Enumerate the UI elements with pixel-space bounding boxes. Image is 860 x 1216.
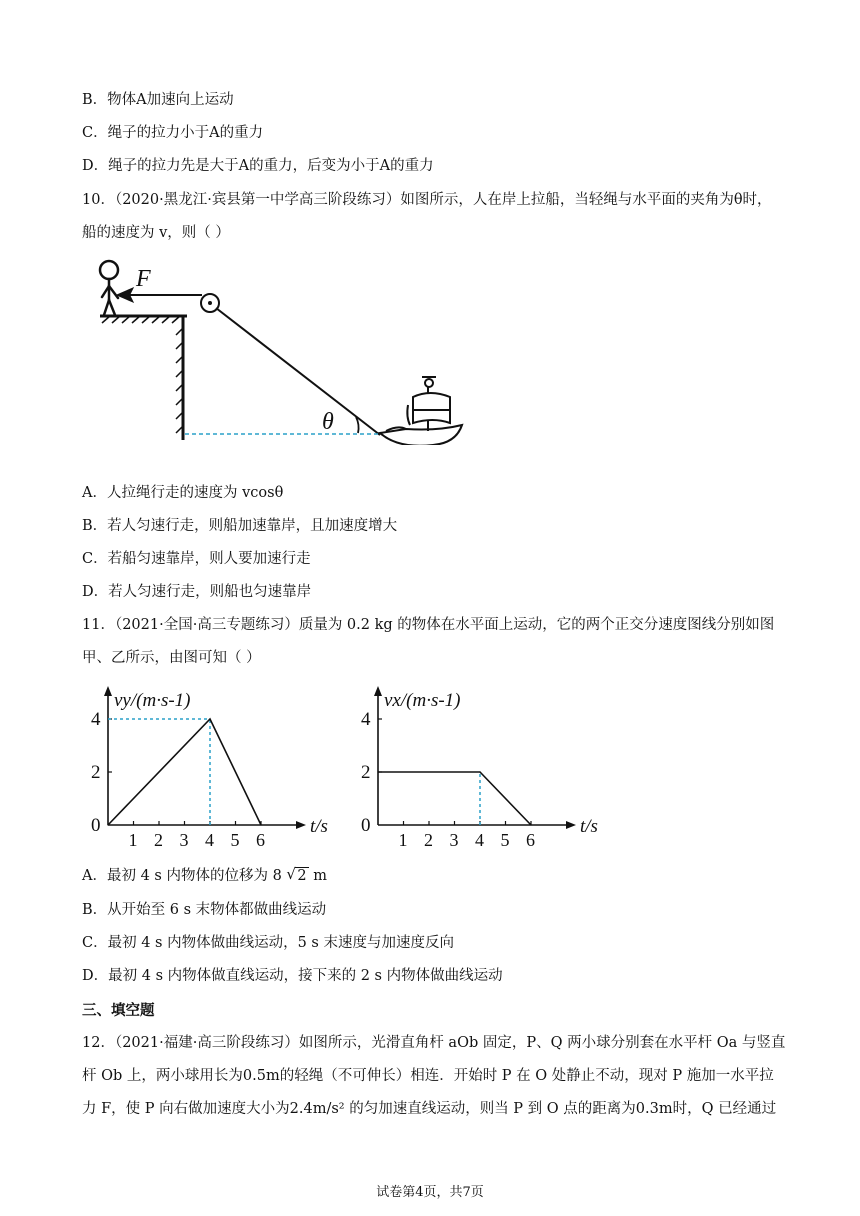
angle-arc	[356, 417, 359, 433]
q10-option-b: B．若人匀速行走，则船加速靠岸，且加速度增大	[82, 518, 398, 534]
q10-stem-line1: 10．（2020·黑龙江·宾县第一中学高三阶段练习）如图所示，人在岸上拉船，当轻绳与水平面的夹角为θ时，	[82, 192, 772, 208]
origin-label: 0	[91, 815, 101, 836]
series-line	[378, 772, 531, 825]
q9-option-b: B．物体A加速向上运动	[82, 92, 234, 108]
series-line	[108, 719, 261, 825]
vx-time-chart	[356, 680, 626, 850]
data-point	[209, 718, 210, 719]
x-axis-arrow	[296, 821, 306, 829]
y-axis-arrow	[104, 686, 112, 696]
q12-line1: 12．（2021·福建·高三阶段练习）如图所示，光滑直角杆 aOb 固定，P、Q 两小球分别套在水平杆 Oa 与竖直	[82, 1035, 786, 1051]
cliff-ground	[100, 316, 187, 440]
q11-option-d: D．最初 4 s 内物体做直线运动，接下来的 2 s 内物体做曲线运动	[82, 968, 503, 984]
q11-option-b: B．从开始至 6 s 末物体都做曲线运动	[82, 902, 327, 918]
q11-option-a-prefix: A．最初 4 s 内物体的位移为 8	[82, 868, 282, 884]
y-axis-arrow	[374, 686, 382, 696]
q11-option-c: C．最初 4 s 内物体做曲线运动，5 s 末速度与加速度反向	[82, 935, 454, 951]
q11-stem-line2: 甲、乙所示，由图可知（ ）	[82, 650, 261, 666]
data-point	[260, 824, 261, 825]
data-point	[530, 824, 531, 825]
q9-option-d: D．绳子的拉力先是大于A的重力，后变为小于A的重力	[82, 158, 434, 174]
page-footer: 试卷第4页，共7页	[376, 1185, 484, 1200]
y-tick-label: 2	[91, 762, 101, 783]
force-arrow	[118, 289, 202, 301]
y-tick-label: 2	[361, 762, 371, 783]
x-tick-label: 4	[205, 830, 214, 850]
x-tick-label: 2	[154, 830, 163, 850]
angle-label: θ	[322, 409, 334, 435]
q11-stem-line1: 11．（2021·全国·高三专题练习）质量为 0.2 kg 的物体在水平面上运动，它的两个正交分速度图线分别如图	[82, 617, 775, 633]
x-tick-label: 5	[230, 830, 240, 850]
x-axis-label: t/s	[310, 816, 328, 837]
sqrt-symbol: √ 2	[286, 865, 307, 884]
x-tick-label: 6	[526, 830, 535, 850]
y-tick-label: 4	[91, 709, 101, 730]
section-title: 三、填空题	[82, 1003, 155, 1019]
origin-label: 0	[361, 815, 371, 836]
x-tick-label: 5	[500, 830, 510, 850]
data-point	[377, 771, 378, 772]
x-axis-label: t/s	[580, 816, 598, 837]
sqrt-radicand: 2	[297, 868, 307, 884]
data-point	[479, 771, 480, 772]
q12-line2: 杆 Ob 上，两小球用长为0.5m的轻绳（不可伸长）相连．开始时 P 在 O 处静止不动，现对 P 施加一水平拉	[82, 1068, 774, 1084]
q11-option-a	[82, 866, 327, 886]
q10-option-c: C．若船匀速靠岸，则人要加速行走	[82, 551, 311, 567]
force-label: F	[136, 266, 151, 292]
data-point	[107, 824, 108, 825]
x-tick-label: 1	[128, 830, 138, 850]
x-tick-label: 3	[179, 830, 189, 850]
q10-option-d: D．若人匀速行走，则船也匀速靠岸	[82, 584, 312, 600]
q11-option-a-unit: m	[313, 868, 328, 884]
boat-figure	[380, 377, 462, 445]
rope	[216, 308, 380, 435]
x-tick-label: 3	[449, 830, 459, 850]
x-axis-arrow	[566, 821, 576, 829]
x-tick-label: 2	[424, 830, 433, 850]
x-tick-label: 6	[256, 830, 265, 850]
q10-option-a: A．人拉绳行走的速度为 vcosθ	[82, 485, 284, 501]
x-tick-label: 1	[398, 830, 408, 850]
y-axis-label: vy/(m·s-1)	[114, 690, 191, 711]
boat-pulley-figure	[88, 255, 478, 445]
y-tick-label: 4	[361, 709, 371, 730]
person-figure	[100, 261, 118, 315]
q10-stem-line2: 船的速度为 v，则（ ）	[82, 225, 230, 241]
q12-line3: 力 F，使 P 向右做加速度大小为2.4m/s² 的匀加速直线运动，则当 P 到 O 点的距离为0.3m时，Q 已经通过	[82, 1101, 777, 1117]
vy-time-chart	[86, 680, 346, 850]
y-axis-label: vx/(m·s-1)	[384, 690, 461, 711]
x-tick-label: 4	[475, 830, 484, 850]
q9-option-c: C．绳子的拉力小于A的重力	[82, 125, 264, 141]
